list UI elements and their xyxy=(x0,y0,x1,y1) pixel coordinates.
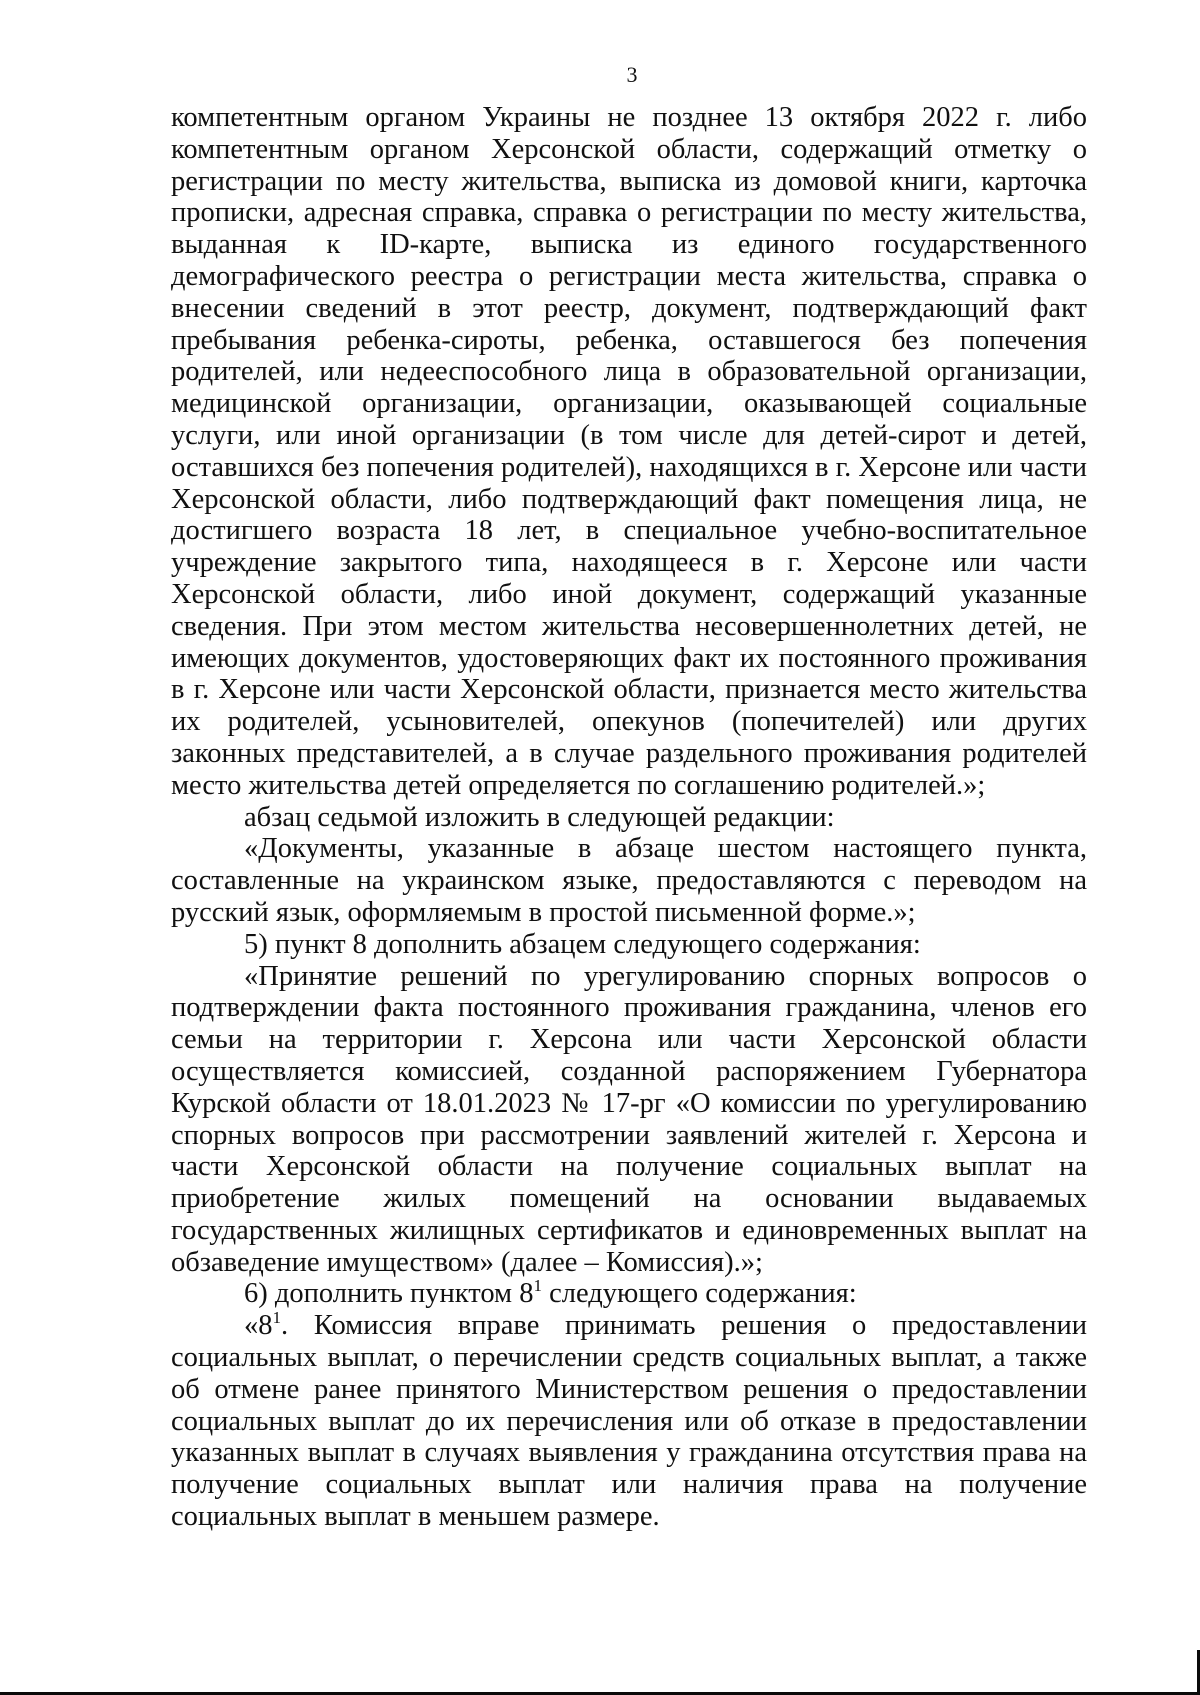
item-6-text-before: 6) дополнить пунктом 8 xyxy=(244,1278,534,1310)
paragraph-item-5-instruction: 5) пункт 8 дополнить абзацем следующего содержания: xyxy=(244,928,921,960)
clause-8-1-text-after: . Комиссия вправе принимать решения о предоставлении социальных выплат, о перечислении средств социальных выплат, а также об отмене ранее принятого Министерством решения о предоставлении социальных выплат до их перечисления или об отказе в предоставлении указанных выплат в случаях выявления у гражданина отсутствия права на получение социальных выплат или наличия права на получение социальных выплат в меньшем размере. xyxy=(171,1310,1087,1533)
clause-8-1-text-before: «8 xyxy=(244,1310,273,1342)
paragraph-clause-8-1 xyxy=(171,1310,1087,1533)
item-6-text-after: следующего содержания: xyxy=(542,1278,857,1310)
paragraph-commission-disputes: «Принятие решений по урегулированию спорных вопросов о подтверждении факта постоянного проживания гражданина, членов его семьи на территории г. Херсона или части Херсонской области осуществляется комиссией, созданной распоряжением Губернатора Курской области от 18.01.2023 № 17-рг «О комиссии по урегулированию спорных вопросов при рассмотрении заявлений жителей г. Херсона и части Херсонской области на получение социальных выплат на приобретение жилых помещений на основании выдаваемых государственных жилищных сертификатов и единовременных выплат на обзаведение имуществом» (далее – Комиссия).»; xyxy=(171,960,1087,1278)
item-6-superscript: 1 xyxy=(533,1276,543,1296)
paragraph-item-6-instruction xyxy=(171,1278,1087,1310)
paragraph-seventh-clause-instruction: абзац седьмой изложить в следующей редакции: xyxy=(244,801,835,833)
paragraph-ukrainian-translation: «Документы, указанные в абзаце шестом настоящего пункта, составленные на украинском языке, предоставляются с переводом на русский язык, оформляемым в простой письменной форме.»; xyxy=(171,833,1087,928)
document-body xyxy=(171,102,1087,1533)
clause-8-1-superscript: 1 xyxy=(272,1308,282,1328)
paragraph-residence-documents: компетентным органом Украины не позднее 13 октября 2022 г. либо компетентным органом Херсонской области, содержащий отметку о регистрации по месту жительства, выписка из домовой книги, карточка прописки, адресная справка, справка о регистрации по месту жительства, выданная к ID-карте, выписка из единого государственного демографического реестра о регистрации места жительства, справка о внесении сведений в этот реестр, документ, подтверждающий факт пребывания ребенка-сироты, ребенка, оставшегося без попечения родителей, или недееспособного лица в образовательной организации, медицинской организации, организации, оказывающей социальные услуги, или иной организации (в том числе для детей-сирот и детей, оставшихся без попечения родителей), находящихся в г. Херсоне или части Херсонской области, либо подтверждающий факт помещения лица, не достигшего возраста 18 лет, в специальное учебно-воспитательное учреждение закрытого типа, находящееся в г. Херсоне или части Херсонской области, либо иной документ, содержащий указанные сведения. При этом местом жительства несовершеннолетних детей, не имеющих документов, удостоверяющих факт их постоянного проживания в г. Херсоне или части Херсонской области, признается место жительства их родителей, усыновителей, опекунов (попечителей) или других законных представителей, а в случае раздельного проживания родителей место жительства детей определяется по соглашению родителей.»; xyxy=(171,102,1087,801)
page-number: 3 xyxy=(626,62,638,87)
